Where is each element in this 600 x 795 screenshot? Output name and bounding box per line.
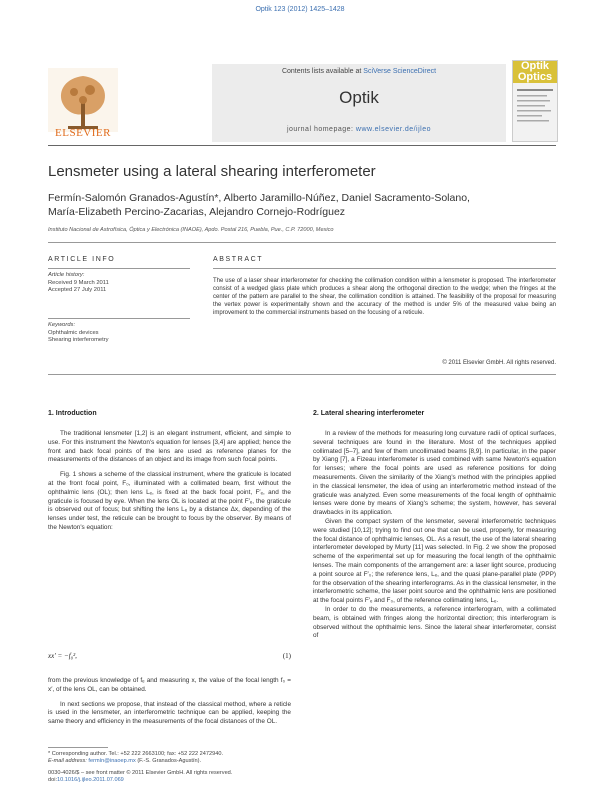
paragraph: In a review of the methods for measuring long curvature radii of optical surfaces, several techniques are found in the literature. Most of the techniques applied collimated [5–7], and few of them uncollimated beams [8,9]. In particular, in the paper by Xiang [7], a Fizeau interferometer is used combined with same Newton's equation for lenses; where the focal points are used as reference positions for doing measurements. Given the similarity of the Xiang's method with the principles applied in the classical lensmeter, the idea of using an interferometric method instead of the graticule was analyzed. Even some measurements of the focal length of ophthalmic lenses were done by means of Xiang's scheme; the system, however, has several drawbacks in its application. [313, 430, 556, 517]
header-rule [48, 145, 556, 146]
email-link[interactable]: fermín@inaoep.mx [88, 758, 136, 765]
accepted-date: Accepted 27 July 2011 [48, 287, 107, 293]
publisher-name: ELSEVIER [55, 127, 111, 139]
abstract-rule [213, 268, 556, 269]
equation-number: (1) [282, 652, 291, 660]
doi-prefix: doi: [48, 777, 58, 784]
keywords-block [48, 322, 109, 345]
cover-title: Optik Optics [513, 61, 557, 83]
email-suffix: (F.-S. Granados-Agustín). [135, 758, 202, 765]
equation-1 [48, 652, 291, 660]
keyword-item: Ophthalmic devices [48, 329, 99, 336]
doi-link[interactable]: 10.1016/j.ijleo.2011.07.069 [57, 777, 124, 784]
keywords-rule [48, 318, 190, 319]
keyword-item: Shearing interferometry [48, 337, 109, 343]
homepage-prefix: journal homepage: [286, 126, 356, 133]
journal-cover-thumbnail [512, 60, 558, 142]
equation-expression: xx′ = −f₀², [48, 652, 77, 660]
sciencedirect-link[interactable]: SciVerse ScienceDirect [363, 68, 437, 75]
copyright: © 2011 Elsevier GmbH. All rights reserved. [442, 360, 556, 366]
homepage-link[interactable]: www.elsevier.de/ijleo [355, 126, 432, 133]
paragraph: In next sections we propose, that instead of the classical method, where a reticle is used in the lensmeter, an interferometric technique can be applied, keeping the same theory and efficiency in the measurements of the focal distances of the OL. [48, 700, 291, 726]
email-line [48, 758, 223, 765]
title-rule [48, 242, 556, 243]
affiliation: Instituto Nacional de Astrofísica, Óptica y Electrónica (INAOE), Apdo. Postal 216, Puebla, Pue., C.P. 72000, Mexico [48, 227, 334, 233]
journal-name: Optik [339, 88, 379, 107]
homepage-line [212, 126, 506, 133]
paragraph: Fig. 1 shows a scheme of the classical instrument, where the graticule is located at the front focal point, F₀, illuminated with a collimated beam, first without the ophthalmic lens (OL); then lens Lₑ, is fixed at the back focal point, F′ₑ, and the graticule is focused by eye. When the lens OL is located at the point F′ₑ, the graticule is observed out of focus; but shifting the lens Lₑ by a distance Δx, depending of the lenses under test, the reticule can be brought to focus by the observer. By means of the Newton's equation: [48, 471, 291, 531]
abstract-bottom-rule [48, 374, 556, 375]
contents-prefix: Contents lists available at [281, 68, 364, 75]
article-identifiers [48, 770, 232, 784]
paragraph: from the previous knowledge of fₑ and measuring x, the value of the focal length f₀ = x′, of the lens OL, can be obtained. [48, 677, 291, 693]
keywords-label: Keywords: [48, 322, 76, 328]
paragraph: In order to do the measurements, a reference interferogram, with a collimated beam, is obtained with fringes along the horizontal direction; this interferogram is observed without the ophthalmic lens. Since the lateral shear interferometer, consist of [313, 605, 556, 640]
article-history [48, 272, 109, 295]
paragraph: Given the compact system of the lensmeter, several interferometric techniques were studied [10,12]; trying to find out one that can be used, properly, for measuring the focal distance of ophthalmic lenses, OL. As a result, the use of the lateral shearing interferometer developed by Murty [11] was selected. In Fig. 2 we show the proposed scheme of the experimental set up for measuring the focal length of the ophthalmic lenses. The main components of the arrangement are: a laser light source, producing a point source at F′₀; the reference lens, Lₑ, and the quasi plane-parallel plate (PPP) for the observation of the shearing interferograms. As in the classical lensmeter, in the interferometric scheme, the laser point source and the ophthalmic lens are positioned at the focal points F′ₑ and F₀, of the reference collimating lens, Lₑ. [313, 517, 556, 605]
abstract-heading: ABSTRACT [213, 256, 264, 263]
received-date: Received 9 March 2011 [48, 279, 109, 286]
history-label: Article history: [48, 272, 85, 278]
article-title: Lensmeter using a lateral shearing interferometer [48, 163, 376, 180]
article-info-rule [48, 268, 190, 269]
authors-line-2[interactable]: María-Elizabeth Percino-Zacarias, Alejandro Cornejo-Rodríguez [48, 206, 346, 218]
footnote [48, 751, 223, 765]
corresponding-author-note: * Corresponding author. Tel.: +52 222 2663100; fax: +52 222 2472940. [48, 751, 223, 757]
right-column-text [313, 430, 556, 641]
article-info-heading: ARTICLE INFO [48, 256, 116, 263]
abstract-text: The use of a laser shear interferometer for checking the collimation condition within a lensmeter is proposed. The interferometer consist of a wedged glass plate which produces a shear along the orthogonal direction to the wedge; when the fringes at the center of the pattern are parallel to the shear, the collimation condition is attained. The feasibility of the proposal for measuring the vertex power is experimentally shown and the accuracy of the method is under 5% of the measured value being an improvement to the commercial instruments based on the focusing of a reticule. [213, 278, 556, 317]
footnote-rule [48, 747, 108, 748]
authors-line-1[interactable]: Fermín-Salomón Granados-Agustín*, Alberto Jaramillo-Núñez, Daniel Sacramento-Solano, [48, 192, 470, 204]
email-prefix: E-mail address: [48, 758, 89, 765]
contents-line [212, 68, 506, 75]
journal-reference[interactable]: Optik 123 (2012) 1425–1428 [255, 6, 345, 13]
doi-line [48, 777, 232, 784]
left-column-text-continued [48, 677, 291, 727]
section-2-heading: 2. Lateral shearing interferometer [313, 410, 425, 417]
author-list [48, 191, 558, 219]
section-1-heading: 1. Introduction [48, 410, 97, 417]
left-column-text [48, 430, 291, 533]
cover-lines-icon [517, 89, 553, 135]
paragraph: The traditional lensmeter [1,2] is an elegant instrument, efficient, and simple to use. For this instrument the Newton's equation for lenses [3,4] are applied; hence the front and back focal points of the lens are used as reference planes for the measurements of the distances of an object and its image from such focal points. [48, 430, 291, 464]
issn-line: 0030-4026/$ – see front matter © 2011 Elsevier GmbH. All rights reserved. [48, 770, 233, 776]
